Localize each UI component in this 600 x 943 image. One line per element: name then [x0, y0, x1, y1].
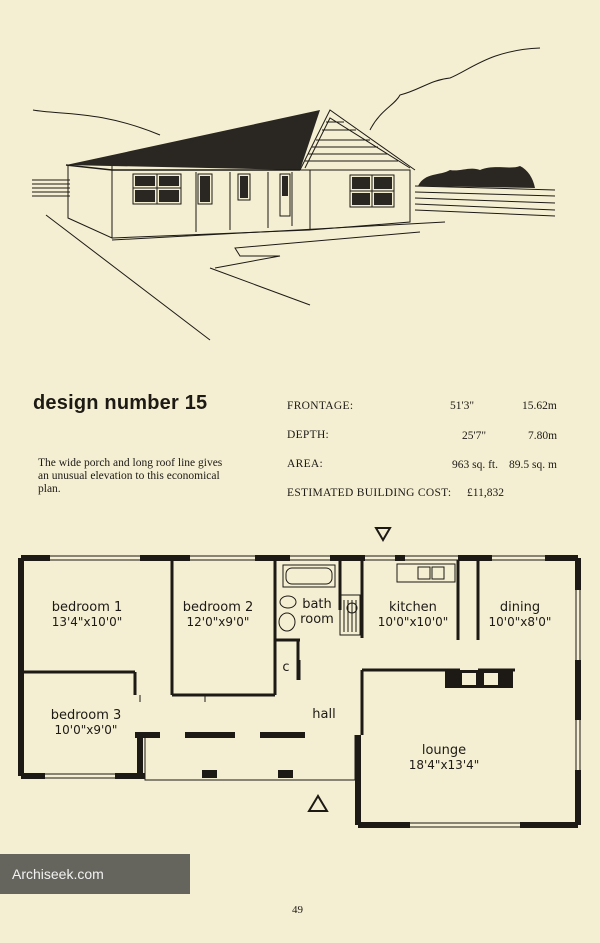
lounge-name: lounge	[421, 743, 467, 758]
dining-dims: 10'0"x8'0"	[488, 615, 552, 629]
frontage-metric: 15.62m	[522, 400, 557, 412]
bedroom1-name: bedroom 1	[51, 600, 123, 615]
bedroom2-label	[183, 600, 254, 630]
bathroom-label	[300, 597, 334, 627]
bedroom2-name: bedroom 2	[182, 600, 254, 615]
depth-metric: 7.80m	[528, 430, 558, 442]
bedroom1-dims: 13'4"x10'0"	[51, 615, 123, 629]
lounge-dims: 18'4"x13'4"	[408, 758, 480, 772]
area-imperial: 963 sq. ft.	[452, 459, 498, 471]
dining-label	[489, 600, 552, 630]
depth-label: DEPTH:	[287, 429, 330, 441]
cupboard-label: c	[282, 660, 290, 675]
kitchen-label	[378, 600, 449, 630]
bedroom2-dims: 12'0"x9'0"	[186, 615, 250, 629]
bedroom3-name: bedroom 3	[50, 708, 122, 723]
house-perspective-sketch	[0, 0, 600, 360]
kitchen-name: kitchen	[389, 600, 437, 615]
design-title: design number 15	[33, 392, 208, 414]
area-label: AREA:	[287, 458, 323, 470]
kitchen-dims: 10'0"x10'0"	[377, 615, 449, 629]
lounge-label	[409, 743, 480, 773]
depth-imperial: 25'7"	[462, 430, 487, 442]
hall-label: hall	[312, 707, 336, 722]
page-number: 49	[292, 904, 303, 916]
frontage-imperial: 51'3"	[450, 400, 475, 412]
bathroom-name2: room	[300, 612, 334, 627]
area-metric: 89.5 sq. m	[509, 459, 557, 471]
bedroom3-label	[51, 708, 122, 738]
design-description: The wide porch and long roof line gives an unusual elevation to this economical plan.	[38, 457, 223, 495]
bedroom1-label	[52, 600, 123, 630]
bedroom3-dims: 10'0"x9'0"	[54, 723, 118, 737]
floor-plan	[0, 520, 600, 830]
cost-value: £11,832	[467, 487, 504, 499]
dining-name: dining	[499, 600, 541, 615]
cost-label: ESTIMATED BUILDING COST:	[287, 487, 452, 499]
watermark: Archiseek.com	[0, 854, 190, 894]
frontage-label: FRONTAGE:	[287, 400, 354, 412]
bathroom-name: bath	[302, 597, 332, 612]
